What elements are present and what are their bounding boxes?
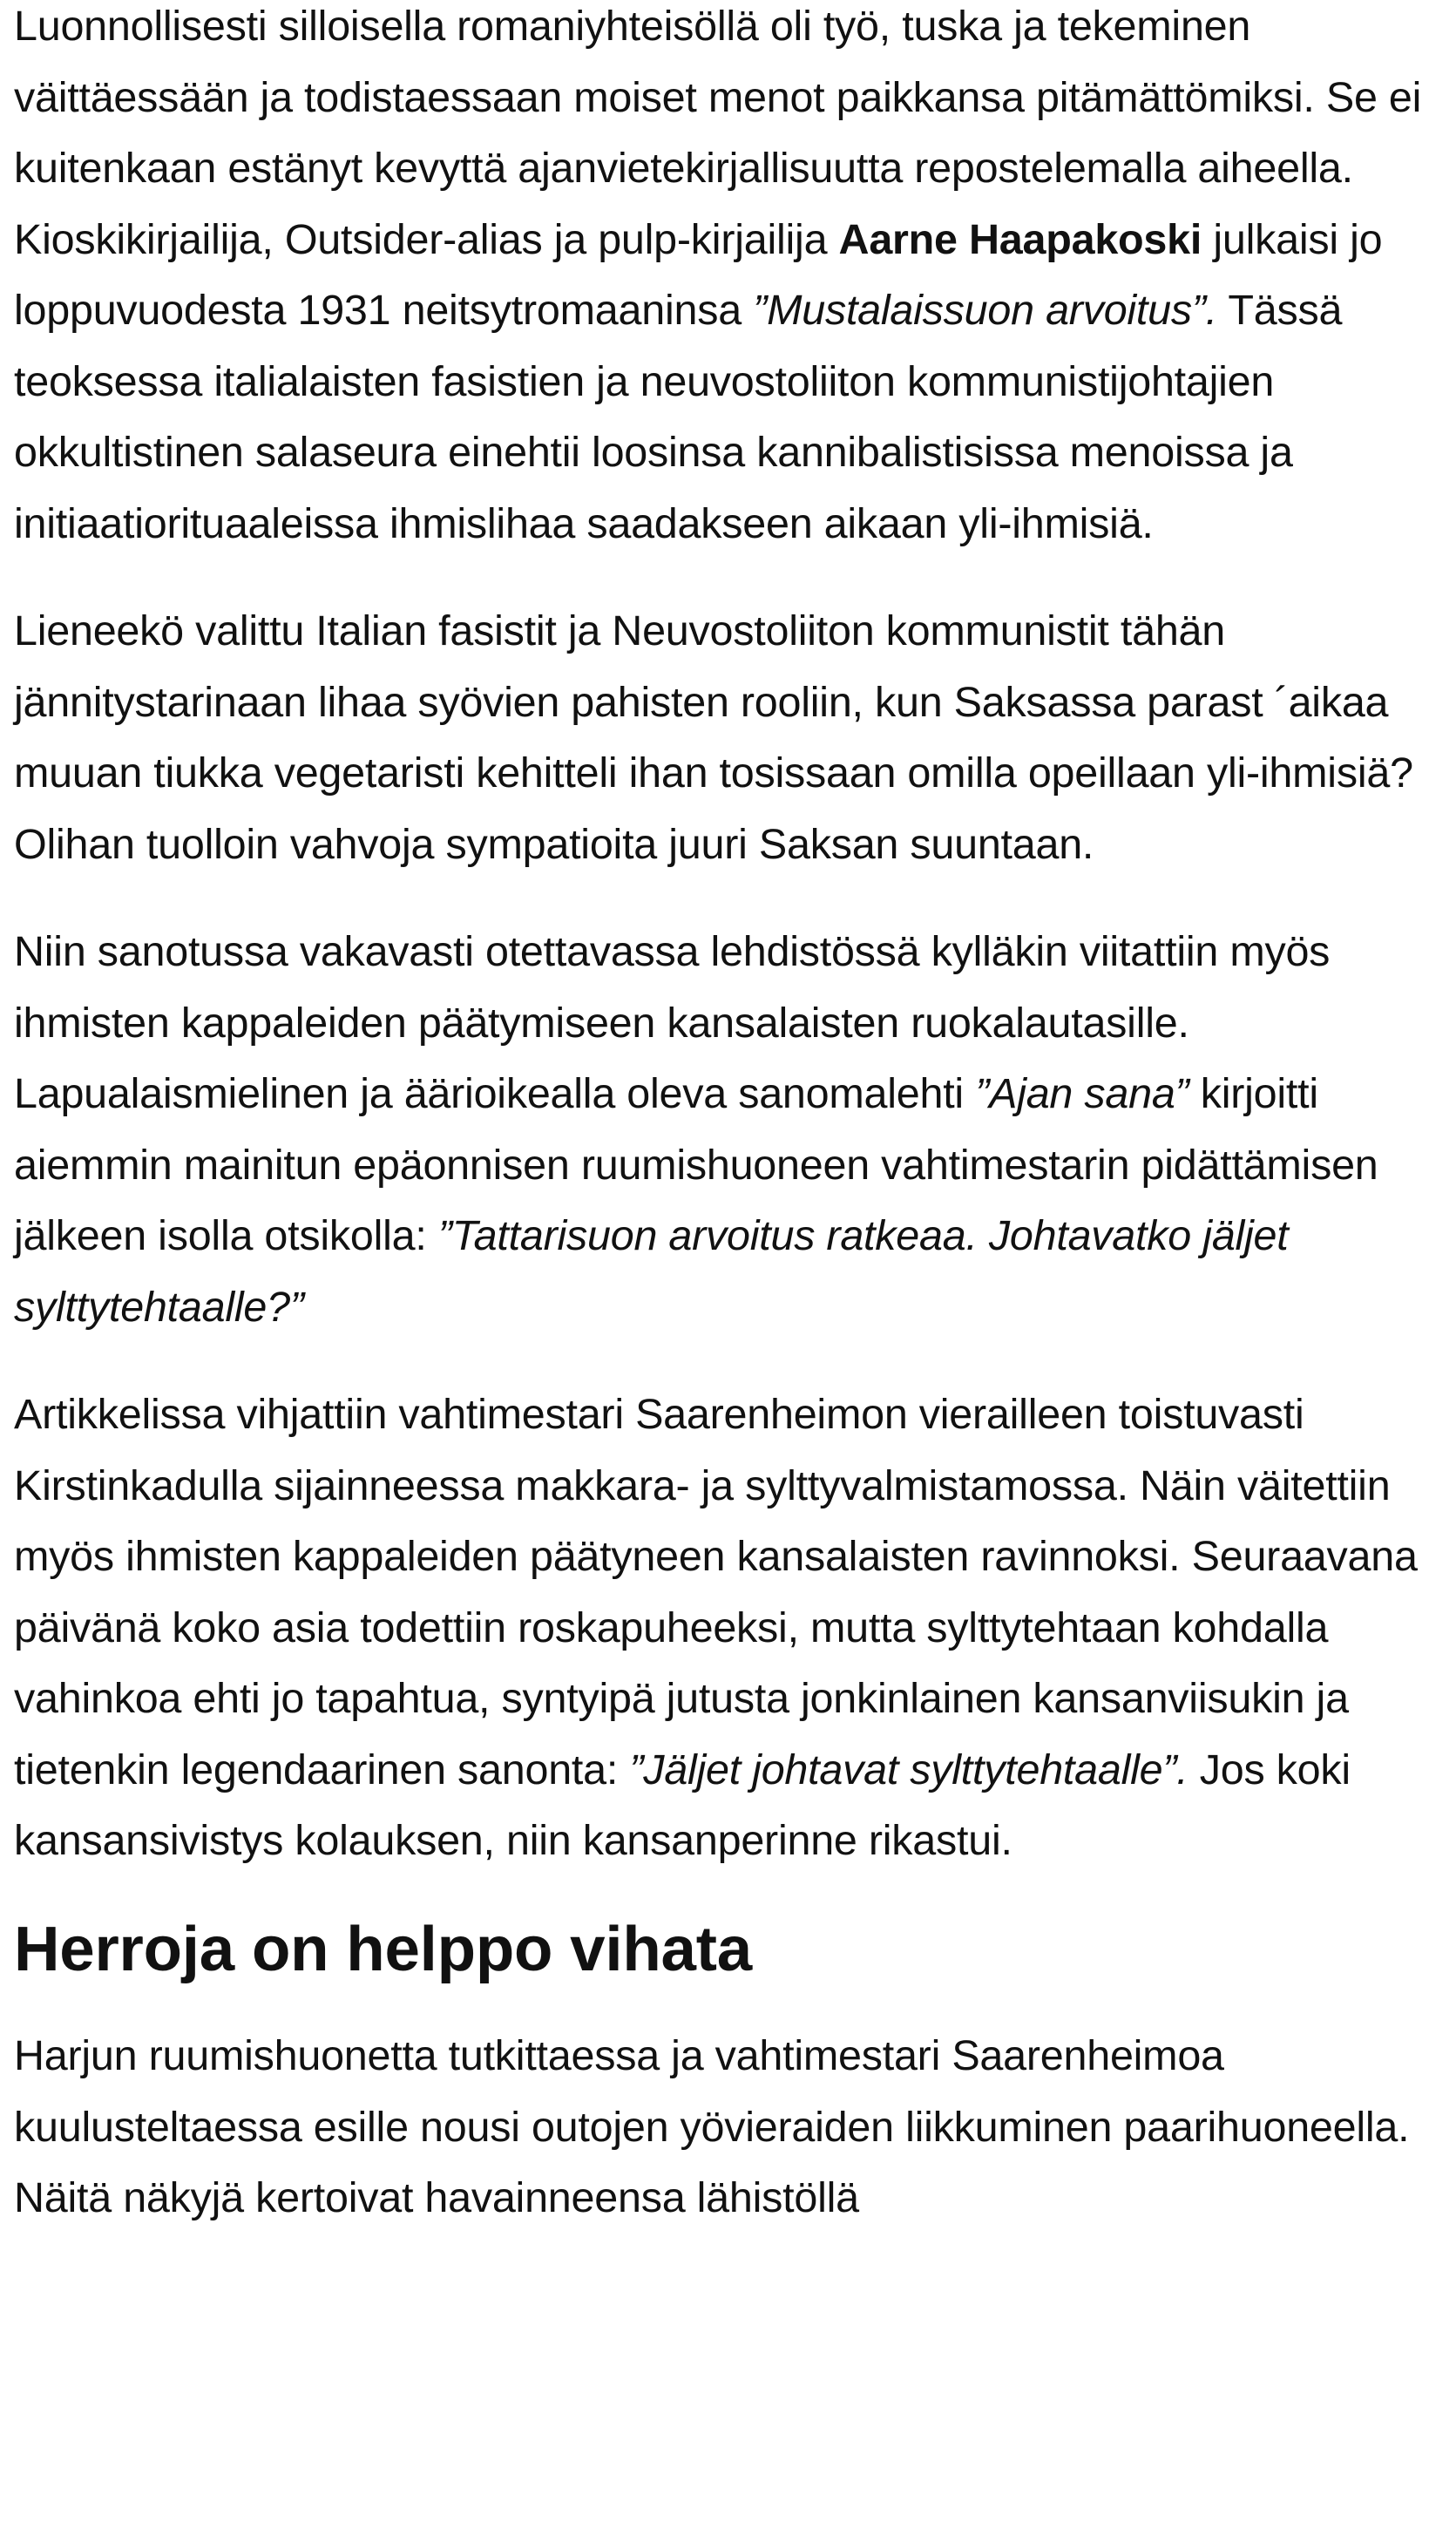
paragraph-1-text-c: Tässä teoksessa italialaisten fasistien ja neuvostoliiton kommunistijohtajien okkultistinen salaseura einehtii loosinsa kannibalistisissa menoissa ja initiaatiorituaaleissa ihmislihaa saadakseen aikaan yli-ihmisiä. [14, 287, 1343, 547]
paragraph-3-text-b: kirjoitti aiemmin mainitun epäonnisen ruumishuoneen vahtimestarin pidättämisen jälkeen isolla otsikolla: [14, 1070, 1378, 1259]
paragraph-3 [14, 917, 1443, 1343]
document-body [14, 0, 1443, 2271]
paragraph-4-text-b: Jos koki kansansivistys kolauksen, niin kansanperinne rikastui. [14, 1746, 1351, 1864]
paragraph-5: Harjun ruumishuonetta tutkittaessa ja vahtimestari Saarenheimoa kuulusteltaessa esille nousi outojen yövieraiden liikkuminen paarihuoneella. Näitä näkyjä kertoivat havainneensa lähistöllä [14, 2032, 1410, 2221]
paragraph-1 [14, 0, 1443, 559]
section-heading: Herroja on helppo vihata [14, 1913, 752, 1984]
paragraph-3-text-a: Niin sanotussa vakavasti otettavassa lehdistössä kylläkin viitattiin myös ihmisten kappaleiden päätymiseen kansalaisten ruokalautasille. Lapualaismielinen ja äärioikealla oleva sanomalehti [14, 928, 1331, 1117]
paragraph-1-text-a: Luonnollisesti silloisella romaniyhteisöllä oli työ, tuska ja tekeminen väittäessään ja todistaessaan moiset menot paikkansa pitämättömiksi. Se ei kuitenkaan estänyt kevyttä ajanvietekirjallisuutta repostelemalla aiheella. Kioskikirjailija, Outsider-alias ja pulp-kirjailija [14, 3, 1422, 263]
saying-quote: ”Jäljet johtavat sylttytehtaalle”. [629, 1746, 1189, 1793]
novel-title: ”Mustalaissuon arvoitus”. [753, 287, 1218, 334]
paragraph-4-text-a: Artikkelissa vihjattiin vahtimestari Saarenheimon vierailleen toistuvasti Kirstinkadulla sijainneessa makkara- ja sylttyvalmistamossa. Näin väitettiin myös ihmisten kappaleiden päätyneen kansalaisten ravinnoksi. Seuraavana päivänä koko asia todettiin roskapuheeksi, mutta sylttytehtaan kohdalla vahinkoa ehti jo tapahtua, syntyipä jutusta jonkinlainen kansanviisukin ja tietenkin legendaarinen sanonta: [14, 1391, 1418, 1793]
paragraph-4 [14, 1380, 1443, 1877]
paragraph-1-text-b: julkaisi jo loppuvuodesta 1931 neitsytromaaninsa [14, 215, 1383, 334]
paragraph-2: Lieneekö valittu Italian fasistit ja Neuvostoliiton kommunistit tähän jännitystarinaan lihaa syövien pahisten rooliin, kun Saksassa parast ´aikaa muuan tiukka vegetaristi kehitteli ihan tosissaan omilla opeillaan yli-ihmisiä? Olihan tuolloin vahvoja sympatioita juuri Saksan suuntaan. [14, 607, 1413, 868]
newspaper-headline: ”Tattarisuon arvoitus ratkeaa. Johtavatko jäljet sylttytehtaalle?” [14, 1212, 1289, 1331]
author-name: Aarne Haapakoski [838, 215, 1202, 263]
newspaper-name: ”Ajan sana” [975, 1070, 1189, 1117]
